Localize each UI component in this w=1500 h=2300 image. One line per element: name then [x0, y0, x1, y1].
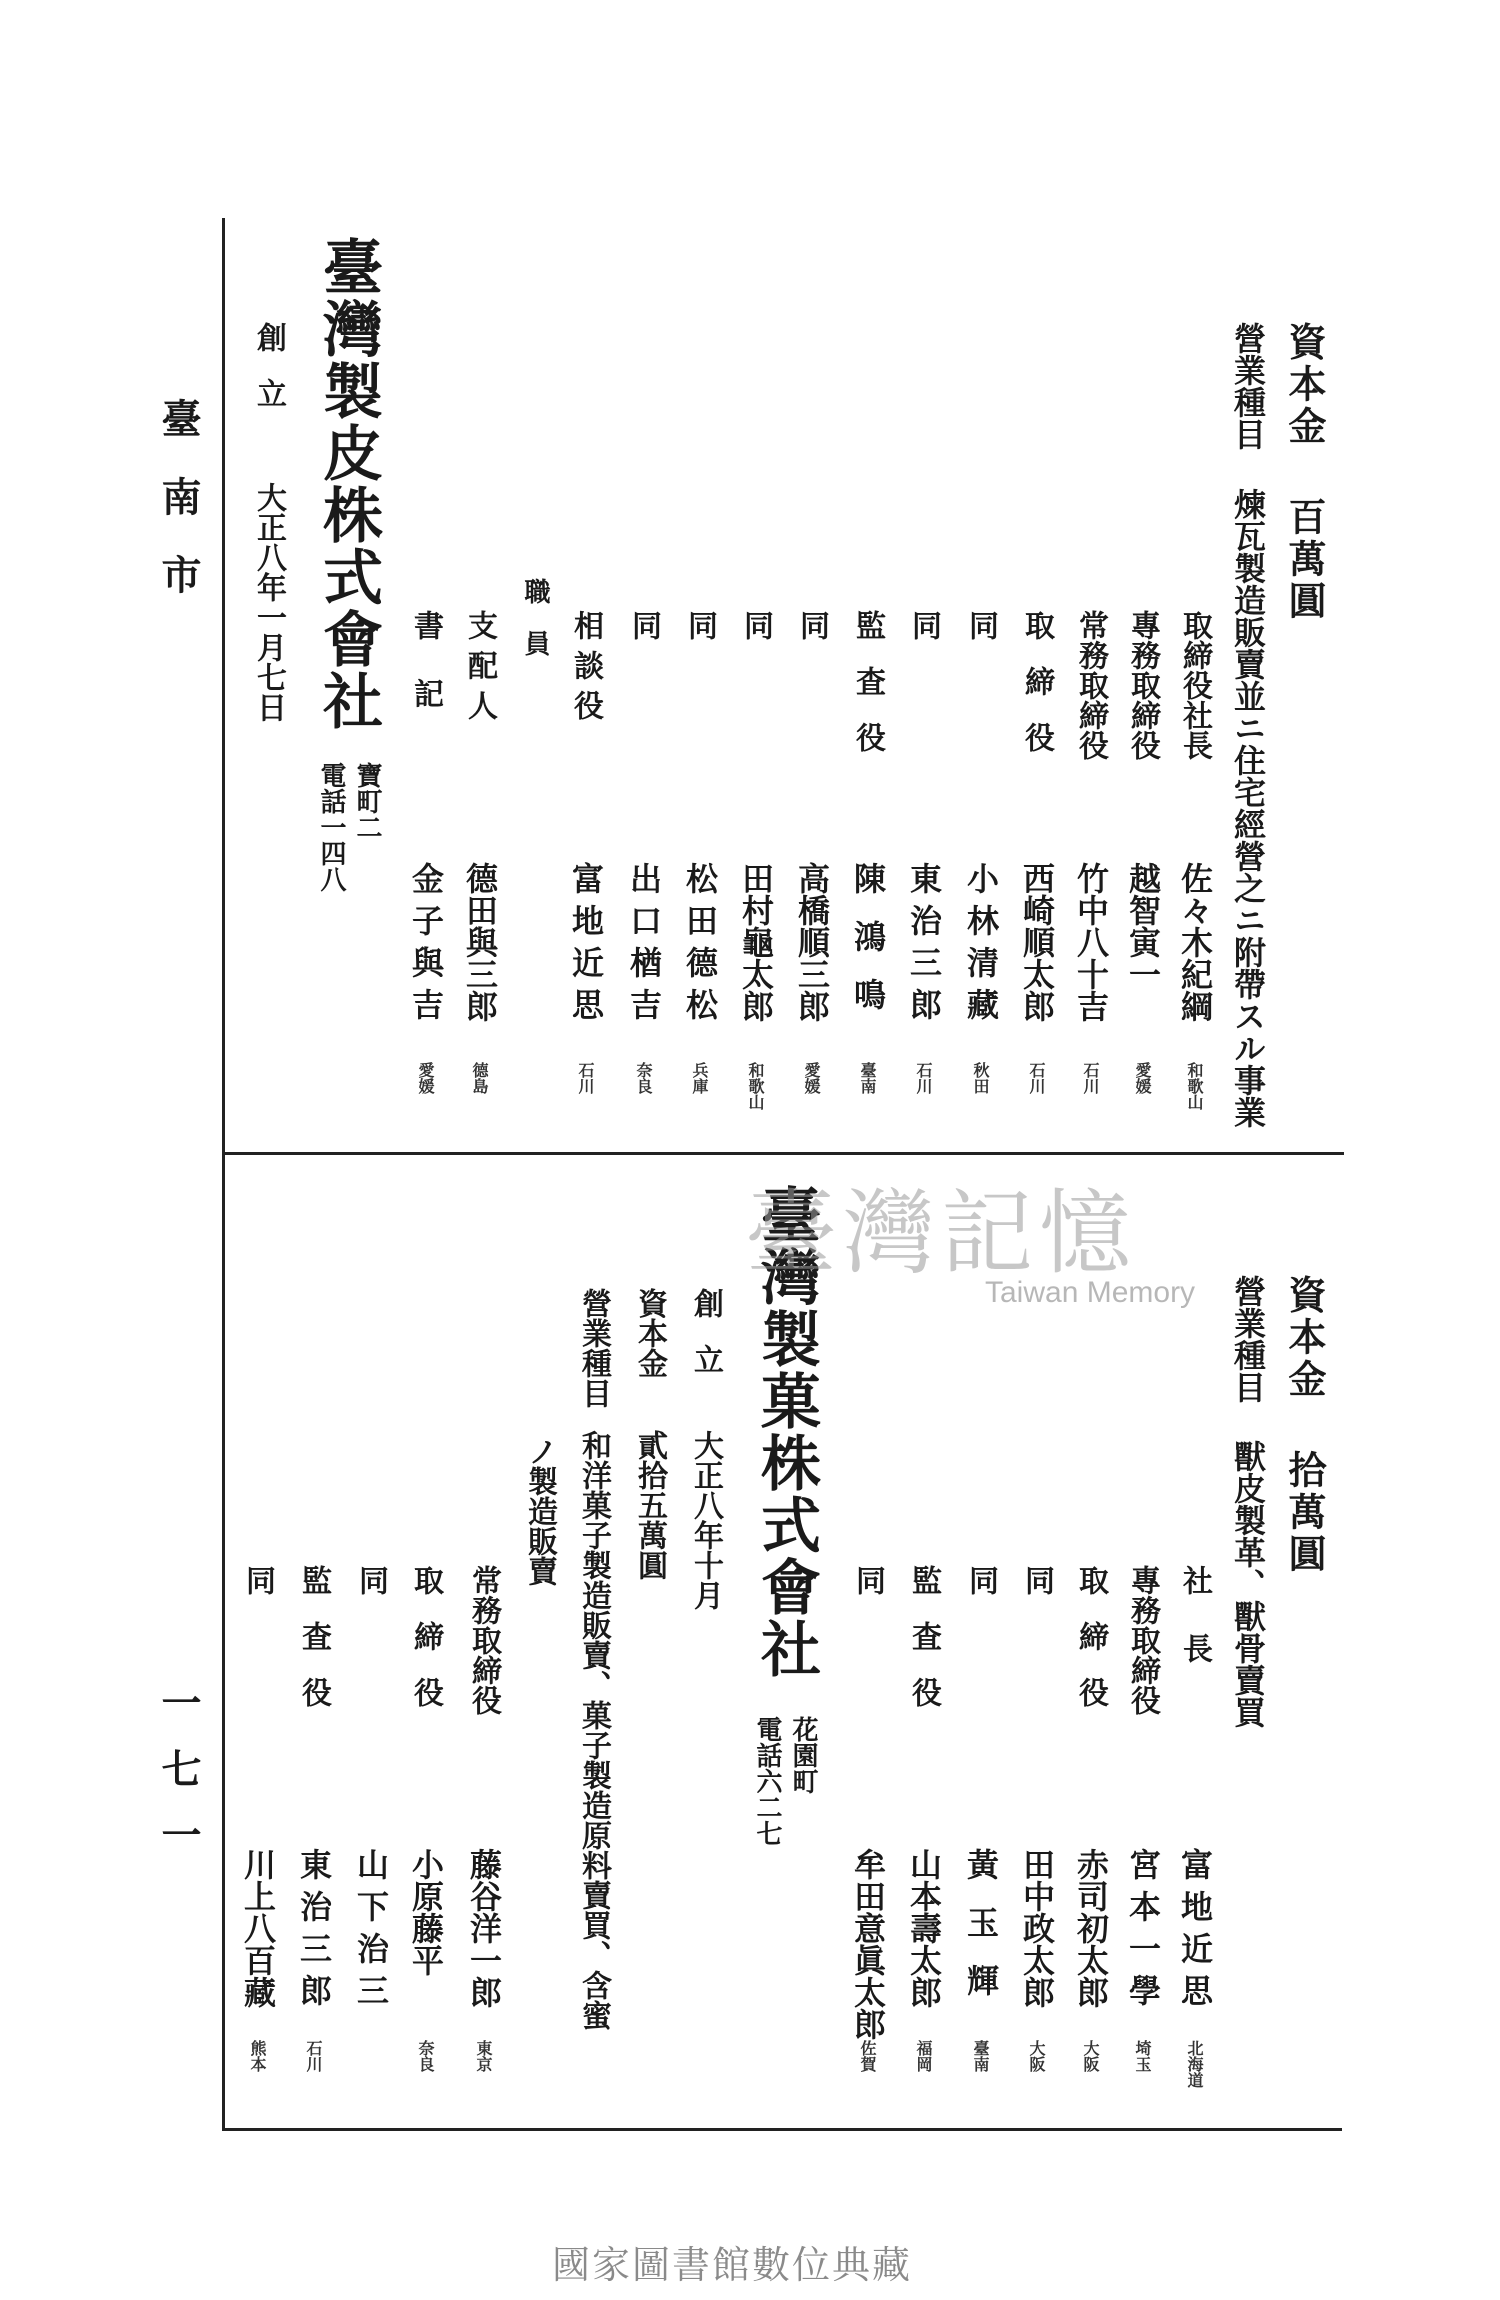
officer-title: 同	[626, 610, 661, 640]
officer-title: 同	[1019, 1565, 1054, 1595]
watermark-english-text: Taiwan Memory	[985, 1276, 1196, 1309]
prev-capital: 資本金 百萬圓	[1282, 322, 1327, 623]
officer-origin: 愛媛	[1133, 1062, 1152, 1094]
confection-capital-value: 貳拾五萬圓	[632, 1430, 667, 1580]
officer-title: 常務取締役	[1073, 610, 1108, 760]
officer-title: 取締役	[1019, 610, 1054, 778]
staff-title: 書記	[408, 610, 443, 746]
officer-origin: 石川	[1027, 1062, 1046, 1094]
officer-name: 富地近思	[1176, 1848, 1214, 2016]
officer-origin: 佐賀	[858, 2040, 877, 2072]
leather-phone: 電話一四八	[316, 762, 346, 892]
officer-name: 竹中八十吉	[1072, 862, 1110, 1022]
officer-name: 西崎順太郎	[1018, 862, 1056, 1022]
officer-title: 相談役	[568, 610, 603, 730]
officer-title: 同	[240, 1565, 275, 1595]
officer-title: 同	[906, 610, 941, 640]
officer-title: 同	[682, 610, 717, 640]
officer-name: 出口楢吉	[625, 862, 663, 1030]
staff-name: 金子與吉	[407, 862, 445, 1030]
confection-capital-label: 資本金	[632, 1288, 667, 1378]
officer-name: 山本壽太郎	[905, 1848, 943, 2008]
officer-name: 陳鴻鳴	[849, 862, 887, 1036]
confection-founded-label: 創立	[688, 1288, 723, 1400]
officer-origin: 熊本	[248, 2040, 267, 2072]
officer-title: 同	[738, 610, 773, 640]
officer-name: 東治三郎	[905, 862, 943, 1030]
officer-title: 同	[850, 1565, 885, 1595]
officer-origin: 石川	[1081, 1062, 1100, 1094]
officer-name: 高橋順三郎	[793, 862, 831, 1022]
officer-name: 川上八百藏	[239, 1848, 277, 2008]
officer-title: 同	[963, 610, 998, 640]
confection-address: 花園町	[788, 1716, 818, 1794]
staff-name: 德田與三郎	[461, 862, 499, 1022]
officer-name: 越智寅一	[1124, 862, 1162, 990]
officer-name: 田村龜太郎	[737, 862, 775, 1022]
prev-business-label: 營業種目	[1229, 322, 1267, 450]
confection-business-label: 營業種目	[576, 1288, 611, 1408]
officer-origin: 兵庫	[690, 1062, 709, 1094]
confection-founded-value: 大正八年十月	[688, 1430, 723, 1610]
officer-title: 取締役社長	[1177, 610, 1212, 760]
officer-name: 松田德松	[681, 862, 719, 1030]
staff-label: 職員	[520, 578, 550, 682]
officer-name: 東治三郎	[295, 1848, 333, 2016]
staff-title: 支配人	[462, 610, 497, 730]
officer-title: 取締役	[1073, 1565, 1108, 1733]
company-title-leather: 臺灣製皮株式會社	[313, 236, 383, 732]
officer-origin: 奈良	[416, 2040, 435, 2072]
officer-origin: 大阪	[1027, 2040, 1046, 2072]
officer-title: 社長	[1177, 1565, 1212, 1701]
archive-footer: 國家圖書館數位典藏	[552, 2243, 913, 2287]
officer-origin: 和歌山	[746, 1062, 765, 1110]
officer-name: 佐々木紀綱	[1176, 862, 1214, 1022]
officer-name: 赤司初太郎	[1072, 1848, 1110, 2008]
leather-business-label: 營業種目	[1229, 1275, 1267, 1403]
officer-origin: 臺南	[858, 1062, 877, 1094]
officer-title: 專務取締役	[1125, 610, 1160, 760]
officer-name: 黃玉輝	[962, 1848, 1000, 2022]
staff-origin: 德島	[470, 1062, 489, 1094]
left-margin-rule	[222, 218, 225, 2130]
officer-name: 牟田意眞太郎	[849, 1848, 887, 2040]
officer-origin: 臺南	[971, 2040, 990, 2072]
officer-origin: 奈良	[634, 1062, 653, 1094]
officer-origin: 石川	[914, 1062, 933, 1094]
page-number: 一七一	[155, 1682, 202, 1880]
officer-origin: 和歌山	[1185, 1062, 1204, 1110]
confection-business-text2: ノ製造販賣	[522, 1436, 557, 1586]
officer-title: 常務取締役	[466, 1565, 501, 1715]
officer-name: 小林清藏	[962, 862, 1000, 1030]
section-divider	[222, 1152, 1344, 1155]
confection-phone: 電話六二七	[752, 1716, 782, 1846]
leather-address: 寶町二	[352, 762, 382, 840]
officer-name: 小原藤平	[407, 1848, 445, 1976]
officer-title: 同	[794, 610, 829, 640]
prev-business-text: 煉瓦製造販賣並ニ住宅經營之ニ附帶スル事業	[1229, 488, 1267, 1128]
leather-capital: 資本金 拾萬圓	[1282, 1275, 1327, 1576]
bottom-rule	[222, 2128, 1342, 2131]
officer-title: 監査役	[296, 1565, 331, 1733]
officer-name: 富地近思	[567, 862, 605, 1030]
officer-origin: 東京	[474, 2040, 493, 2072]
officer-name: 宮本一學	[1124, 1848, 1162, 2016]
officer-origin: 福岡	[914, 2040, 933, 2072]
officer-origin: 埼玉	[1133, 2040, 1152, 2072]
watermark-logo-text: 臺灣記憶	[745, 1180, 1138, 1287]
officer-origin: 秋田	[971, 1062, 990, 1094]
officer-title: 同	[353, 1565, 388, 1595]
officer-name: 藤谷洋一郎	[465, 1848, 503, 2008]
leather-founded-label: 創立	[251, 322, 286, 434]
confection-business-text1: 和洋菓子製造販賣、菓子製造原料賣買、含蜜	[576, 1430, 611, 2030]
officer-name: 山下治三	[352, 1848, 390, 2016]
staff-origin: 愛媛	[416, 1062, 435, 1094]
officer-title: 監査役	[906, 1565, 941, 1733]
officer-title: 監査役	[850, 610, 885, 778]
officer-origin: 北海道	[1185, 2040, 1204, 2088]
officer-origin: 石川	[304, 2040, 323, 2072]
leather-business-text: 獸皮製革、獸骨賣買	[1229, 1440, 1267, 1728]
officer-origin: 愛媛	[802, 1062, 821, 1094]
officer-title: 同	[963, 1565, 998, 1595]
side-title: 臺南市	[155, 398, 202, 632]
officer-origin: 大阪	[1081, 2040, 1100, 2072]
officer-title: 取締役	[408, 1565, 443, 1733]
officer-title: 專務取締役	[1125, 1565, 1160, 1715]
company-title-confection: 臺灣製菓株式會社	[751, 1184, 821, 1680]
officer-name: 田中政太郎	[1018, 1848, 1056, 2008]
leather-founded-value: 大正八年一月七日	[251, 482, 286, 722]
officer-origin: 石川	[576, 1062, 595, 1094]
